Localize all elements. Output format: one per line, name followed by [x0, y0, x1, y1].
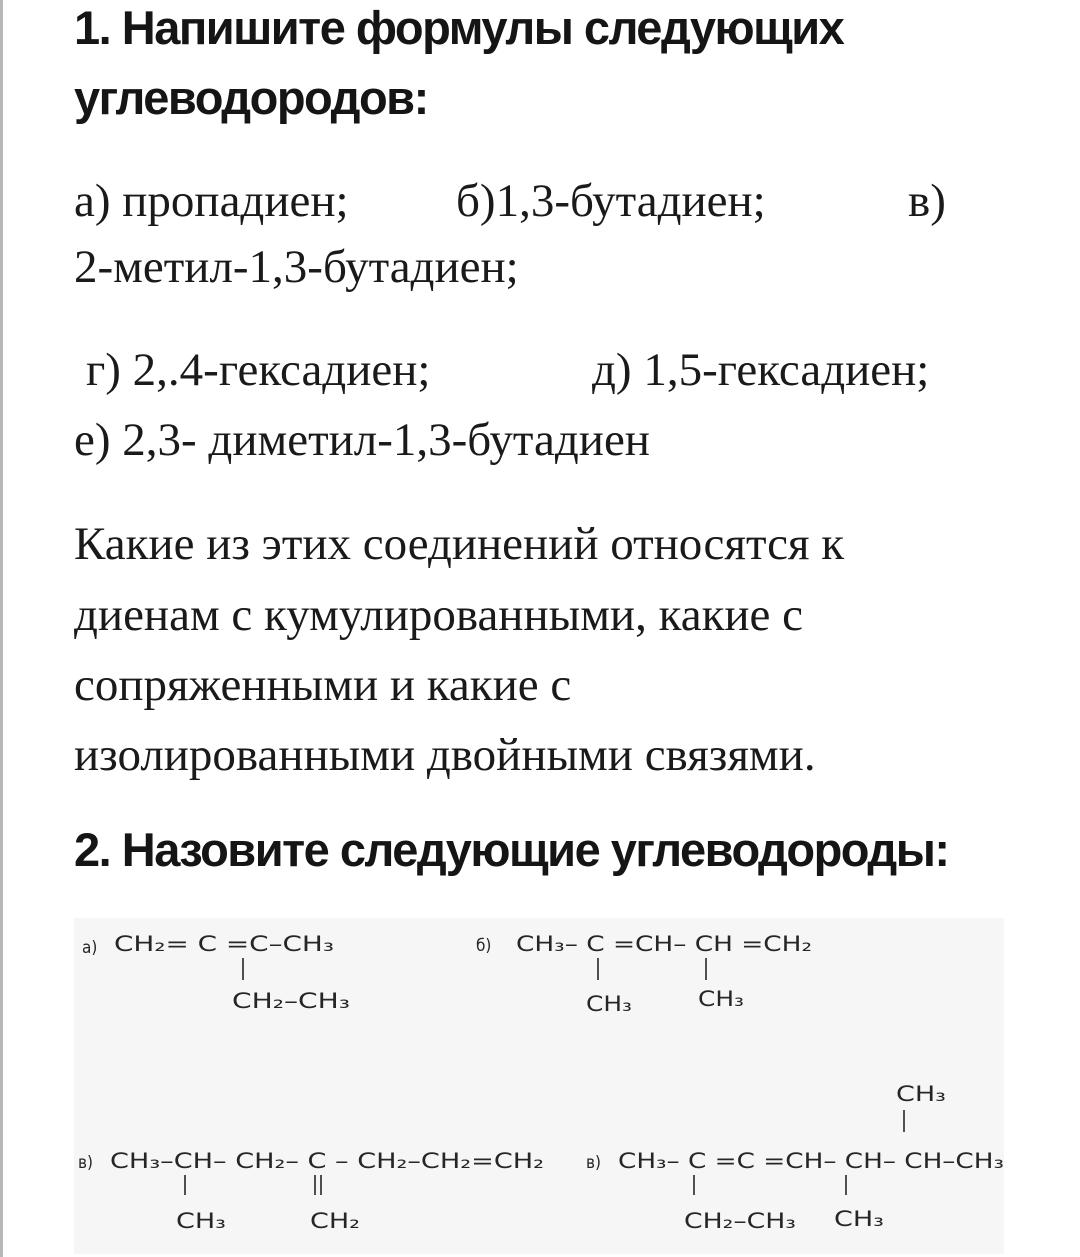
structure-g-branch-2: CH₃	[834, 1207, 884, 1231]
structure-a-label: а)	[82, 938, 98, 958]
structure-v-label: в)	[78, 1153, 93, 1173]
structure-a-main-chain: CH₂= C =C–CH₃	[114, 932, 334, 956]
task1-title-line1: 1. Напишите формулы следующих	[74, 1, 844, 54]
task1-item-v-name: 2-метил-1,3-бутадиен;	[74, 241, 519, 293]
task1-question-line1: Какие из этих соединений относятся к	[74, 518, 845, 570]
task1-item-b: б)1,3-бутадиен;	[456, 175, 766, 227]
structure-g-branch-1: CH₂–CH₃	[684, 1209, 796, 1233]
structure-b-label: б)	[476, 936, 492, 956]
task1-item-e: е) 2,3- диметил-1,3-бутадиен	[74, 414, 650, 466]
structure-g-branch-top: CH₃	[896, 1082, 946, 1106]
structure-a-branch: CH₂–CH₃	[232, 989, 350, 1013]
task1-question-line4: изолированными двойными связями.	[74, 729, 816, 781]
task1-item-g: г) 2,.4-гексадиен;	[86, 344, 431, 396]
task1-question-line3: сопряженными и какие с	[74, 659, 572, 711]
structure-v-main-chain: CH₃–CH– CH₂– C – CH₂–CH₂=CH₂	[110, 1149, 544, 1173]
task1-item-v-letter: в)	[908, 175, 946, 227]
task1-title-line2: углеводородов:	[74, 71, 428, 124]
task2-title: 2. Назовите следующие углеводороды:	[74, 823, 949, 876]
structure-v-branch-2: CH₂	[310, 1209, 360, 1233]
structure-b-branch-1: CH₃	[586, 992, 632, 1016]
structure-v-branch-1: CH₃	[176, 1209, 226, 1233]
task1-question-line2: диенам с кумулированными, какие с	[74, 589, 804, 641]
structure-b-main-chain: CH₃– C =CH– CH =CH₂	[516, 932, 812, 956]
task1-item-a: а) пропадиен;	[74, 175, 349, 227]
structure-b-branch-2: CH₃	[698, 987, 744, 1011]
structure-g-main-chain: CH₃– C =C =CH– CH– CH–CH₃	[618, 1149, 1004, 1173]
structure-g-label: в)	[586, 1153, 601, 1173]
page-left-border	[0, 0, 3, 1257]
structural-formulas-figure	[74, 918, 1004, 1254]
structural-formulas-svg	[74, 918, 1004, 1254]
task1-item-d: д) 1,5-гексадиен;	[592, 344, 930, 396]
